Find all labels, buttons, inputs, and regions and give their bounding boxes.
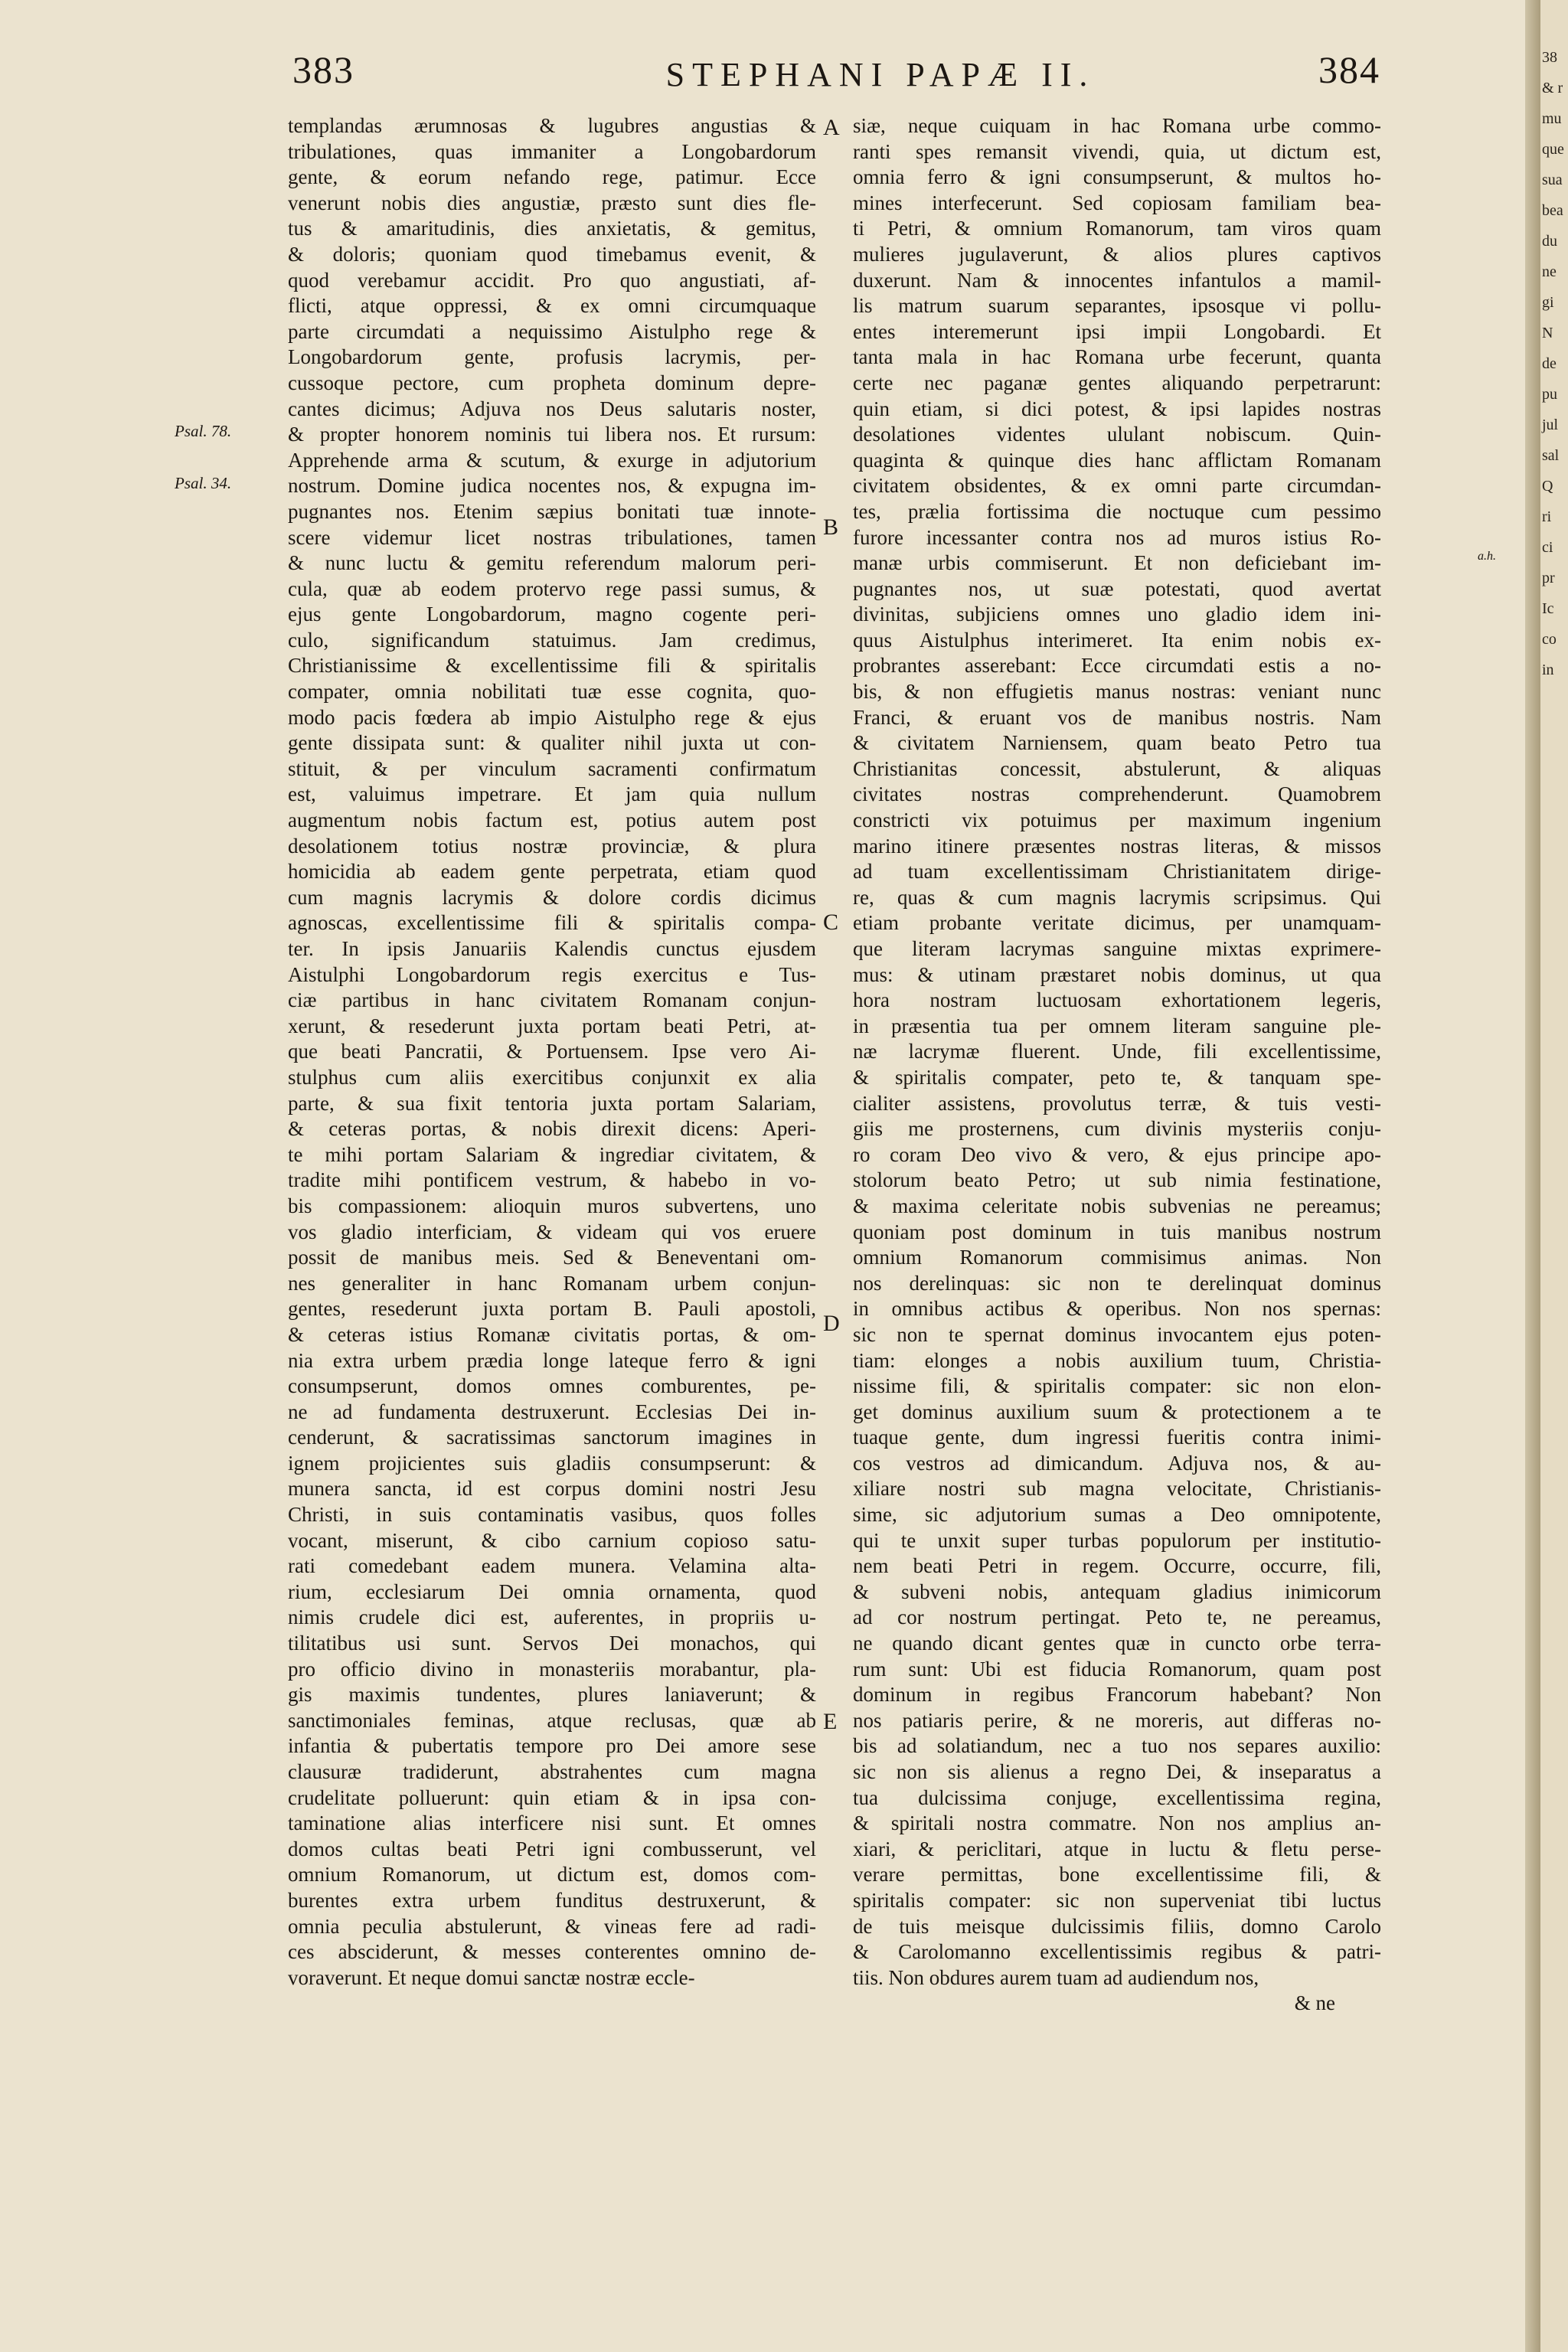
adjacent-page-fragment: que <box>1542 141 1564 158</box>
text-line: Christi, in suis contaminatis vasibus, quos folles <box>288 1503 816 1527</box>
text-line: verare permittas, bone excellentissime fili, & <box>853 1863 1381 1886</box>
text-line: parte, & sua fixit tentoria juxta portam Salariam, <box>288 1091 816 1115</box>
margin-citation-psalm-78: Psal. 78. <box>175 422 232 440</box>
text-line: augmentum nobis factum est, potius autem post <box>288 808 816 832</box>
text-line: agnoscas, excellentissime fili & spiritalis compa- <box>288 911 816 935</box>
text-line: get dominus auxilium suum & protectionem a te <box>853 1400 1381 1423</box>
text-line: ranti spes remansit vivendi, quia, ut dictum est, <box>853 139 1381 163</box>
text-line: ciæ partibus in hanc civitatem Romanam conjun- <box>288 988 816 1012</box>
text-line: cenderunt, & sacratissimas sanctorum imagines in <box>288 1426 816 1449</box>
text-line: pro officio divino in monasteriis morabantur, pla- <box>288 1657 816 1681</box>
text-line: omnia peculia abstulerunt, & vineas fere ad radi- <box>288 1914 816 1938</box>
text-line: possit de manibus meis. Sed & Beneventani om- <box>288 1246 816 1269</box>
adjacent-page-fragment: ri <box>1542 508 1552 525</box>
adjacent-page-fragment: Q <box>1542 478 1553 495</box>
margin-citation-psalm-34: Psal. 34. <box>175 474 232 492</box>
text-line: pugnantes nos. Etenim sæpius bonitati tuæ innote- <box>288 499 816 523</box>
text-line: clausuræ tradiderunt, abstrahentes cum magna <box>288 1760 816 1783</box>
adjacent-page-edge <box>1540 0 1568 2352</box>
adjacent-page-fragment: de <box>1542 355 1557 372</box>
text-line: omnia ferro & igni consumpserunt, & multos ho- <box>853 165 1381 189</box>
adjacent-page-fragment: pu <box>1542 386 1557 403</box>
text-line: te mihi portam Salariam & ingrediar civitatem, & <box>288 1142 816 1166</box>
text-line: Apprehende arma & scutum, & exurge in adjutorium <box>288 448 816 472</box>
text-line: pugnantes nos, ut suæ potestati, quod avertat <box>853 577 1381 600</box>
text-line: tribulationes, quas immaniter a Longobardorum <box>288 139 816 163</box>
text-line: xiliare nostri sub magna velocitate, Christianis- <box>853 1477 1381 1501</box>
text-line: ne ad fundamenta destruxerunt. Ecclesias Dei in- <box>288 1400 816 1423</box>
section-letter-c: C <box>823 910 839 935</box>
text-line: & doloris; quoniam quod timebamus evenit, & <box>288 242 816 266</box>
text-line: xiari, & periclitari, atque in luctu & fletu perse- <box>853 1837 1381 1860</box>
text-line: mulieres jugulaverunt, & alios plures captivos <box>853 242 1381 266</box>
text-line: nes generaliter in hanc Romanam urbem conjun- <box>288 1271 816 1295</box>
adjacent-page-fragment: & r <box>1542 80 1563 96</box>
adjacent-page-fragment: sal <box>1542 447 1560 464</box>
adjacent-page-fragment: in <box>1542 662 1554 678</box>
book-gutter <box>1525 0 1540 2352</box>
text-line: quoniam post dominum in tuis manibus nostrum <box>853 1220 1381 1243</box>
text-line: sime, sic adjutorium sumas a Deo omnipotente, <box>853 1503 1381 1527</box>
text-line: crudelitate polluerunt: quin etiam & in ipsa con- <box>288 1785 816 1809</box>
text-line: omnium Romanorum commisimus animas. Non <box>853 1246 1381 1269</box>
text-line: furore incessanter contra nos ad muros istius Ro- <box>853 525 1381 549</box>
text-line: spiritalis compater: sic non superveniat tibi luctus <box>853 1888 1381 1912</box>
text-line: tes, prælia fortissima die noctuque cum pessimo <box>853 499 1381 523</box>
text-line: Christianissime & excellentissime fili & spiritalis <box>288 654 816 678</box>
text-line: cialiter assistens, provolutus terræ, & tuis vesti- <box>853 1091 1381 1115</box>
section-letter-b: B <box>823 514 839 540</box>
text-column-left <box>288 113 816 1991</box>
section-letter-e: E <box>823 1709 838 1734</box>
text-line: ne quando dicant gentes quæ in cuncto orbe terra- <box>853 1632 1381 1655</box>
adjacent-page-fragment: ne <box>1542 263 1557 280</box>
text-line: quod verebamur accidit. Pro quo angustiati, af- <box>288 268 816 292</box>
text-line: tuaque gente, dum ingressi fueritis contra inimi- <box>853 1426 1381 1449</box>
text-line: tiam: elonges a nobis auxilium tuum, Christia- <box>853 1348 1381 1372</box>
text-line: tilitatibus usi sunt. Servos Dei monachos, qui <box>288 1632 816 1655</box>
text-line: gente, & eorum nefando rege, patimur. Ecce <box>288 165 816 189</box>
text-line: scere videmur licet nostras tribulationes, tamen <box>288 525 816 549</box>
text-line: rium, ecclesiarum Dei omnia ornamenta, quod <box>288 1579 816 1603</box>
text-line: tiis. Non obdures aurem tuam ad audiendum nos, <box>853 1965 1259 1989</box>
text-line: gis maximis tundentes, plures laniaverunt; & <box>288 1683 816 1707</box>
text-line: certe nec paganæ gentes aliquando perpetrarunt: <box>853 371 1381 394</box>
text-line: homicidia ab eadem gente perpetrata, etiam quod <box>288 860 816 884</box>
text-line: Aistulphi Longobardorum regis exercitus e Tus- <box>288 962 816 986</box>
text-line: divinitas, subjiciens omnes uno gladio idem ini- <box>853 603 1381 626</box>
text-line: næ lacrymæ fluerent. Unde, fili excellentissime, <box>853 1040 1381 1063</box>
text-line: modo pacis fœdera ab impio Aistulpho rege & ejus <box>288 705 816 729</box>
text-line: gentes, resederunt juxta portam B. Pauli apostoli, <box>288 1297 816 1321</box>
text-line: marino itinere præsentes nostras literas, & missos <box>853 834 1381 858</box>
catchword: & ne <box>1294 1991 1335 2015</box>
text-line: Franci, & eruant vos de manibus nostris. Nam <box>853 705 1381 729</box>
text-line: que beati Pancratii, & Portuensem. Ipse vero Ai- <box>288 1040 816 1063</box>
text-line: est, valuimus impetrare. Et jam quia nullum <box>288 782 816 806</box>
text-line: stituit, & per vinculum sacramenti confirmatum <box>288 756 816 780</box>
text-line: sic non sis alienus a regno Dei, & inseparatus a <box>853 1760 1381 1783</box>
adjacent-page-fragment: gi <box>1542 294 1554 311</box>
text-line: taminatione alias interficere nisi sunt. Et omnes <box>288 1811 816 1835</box>
text-line: vocant, miserunt, & cibo carnium copioso satu- <box>288 1528 816 1552</box>
text-line: & maxima celeritate nobis subvenias ne pereamus; <box>853 1194 1381 1217</box>
text-line: nos derelinquas: sic non te derelinquat dominus <box>853 1271 1381 1295</box>
text-line: duxerunt. Nam & innocentes infantulos a mamil- <box>853 268 1381 292</box>
page-number-left: 383 <box>292 48 354 91</box>
text-line: civitates nostras comprehenderunt. Quamobrem <box>853 782 1381 806</box>
adjacent-page-fragment: sua <box>1542 172 1563 188</box>
text-line: tanta mala in hac Romana urbe fecerunt, quanta <box>853 345 1381 369</box>
text-line: in omnibus actibus & operibus. Non nos spernas: <box>853 1297 1381 1321</box>
text-line: re, quas & cum magnis lacrymis scripsimus. Qui <box>853 885 1381 909</box>
text-line: siæ, neque cuiquam in hac Romana urbe commo- <box>853 114 1381 137</box>
text-line: lis matrum suarum separantes, ipsosque vi pollu- <box>853 294 1381 318</box>
text-line: stolorum beato Petro; ut sub nimia festinatione, <box>853 1168 1381 1192</box>
adjacent-page-fragment: mu <box>1542 110 1562 127</box>
text-line: cussoque pectore, cum propheta dominum depre- <box>288 371 816 394</box>
text-line: stulphus cum aliis exercitibus conjunxit ex alia <box>288 1065 816 1089</box>
text-line: que literam lacrymas sanguine mixtas exprimere- <box>853 937 1381 960</box>
adjacent-page-fragment: co <box>1542 631 1557 648</box>
adjacent-page-fragment: N <box>1542 325 1553 341</box>
text-line: desolationes videntes ululant nobiscum. Quin- <box>853 423 1381 446</box>
text-line: & civitatem Narniensem, quam beato Petro tua <box>853 731 1381 755</box>
text-line: nostrum. Domine judica nocentes nos, & expugna im- <box>288 474 816 498</box>
text-line: quus Aistulphus interimeret. Ita enim nobis ex- <box>853 628 1381 652</box>
adjacent-page-fragment: pr <box>1542 570 1555 586</box>
text-line: & nunc luctu & gemitu referendum malorum peri- <box>288 551 816 575</box>
text-line: omnium Romanorum, ut dictum est, domos com- <box>288 1863 816 1886</box>
text-line: mines interfecerunt. Sed copiosam familiam bea- <box>853 191 1381 214</box>
text-line: qui te unxit super turbas populorum per institutio- <box>853 1528 1381 1552</box>
text-line: bis ad solatiandum, nec a tuo nos separes auxilio: <box>853 1734 1381 1758</box>
text-line: & ceteras istius Romanæ civitatis portas, & om- <box>288 1322 816 1346</box>
text-line: vos gladio interficiam, & videam qui vos eruere <box>288 1220 816 1243</box>
text-line: cos vestros ad dimicandum. Adjuva nos, & au- <box>853 1451 1381 1475</box>
text-line: dominum in regibus Francorum habebant? Non <box>853 1683 1381 1707</box>
text-line: domos cultas beati Petri igni combusserunt, vel <box>288 1837 816 1860</box>
text-line: gente dissipata sunt: & qualiter nihil juxta ut con- <box>288 731 816 755</box>
text-column-right <box>853 113 1381 2017</box>
section-letter-a: A <box>823 115 840 140</box>
adjacent-page-fragment: bea <box>1542 202 1563 219</box>
text-line: cula, quæ ab eodem protervo rege passi sumus, & <box>288 577 816 600</box>
text-line: nia extra urbem prædia longe lateque ferro & igni <box>288 1348 816 1372</box>
text-line: templandas ærumnosas & lugubres angustias & <box>288 114 816 137</box>
text-line: ro coram Deo vivo & vero, & ejus principe apo- <box>853 1142 1381 1166</box>
text-line: hora nostram luctuosam exhortationem legeris, <box>853 988 1381 1012</box>
text-line: & spiritali nostra commatre. Non nos amplius an- <box>853 1811 1381 1835</box>
text-line: venerunt nobis dies angustiæ, præsto sunt dies fle- <box>288 191 816 214</box>
running-head: STEPHANI PAPÆ II. <box>665 56 1096 93</box>
text-line: & ceteras portas, & nobis direxit dicens: Aperi- <box>288 1117 816 1141</box>
adjacent-page-fragment: ci <box>1542 539 1553 556</box>
text-line: parte circumdati a nequissimo Aistulpho rege & <box>288 319 816 343</box>
text-line: & subveni nobis, antequam gladius inimicorum <box>853 1579 1381 1603</box>
text-line: flicti, atque oppressi, & ex omni circumquaque <box>288 294 816 318</box>
text-line: nimis crudele dici est, auferentes, in propriis u- <box>288 1606 816 1629</box>
text-line: in præsentia tua per omnem literam sanguine ple- <box>853 1014 1381 1037</box>
text-line: ces absciderunt, & messes conterentes omnino de- <box>288 1940 816 1964</box>
text-line: probrantes asserebant: Ecce circumdati estis a no- <box>853 654 1381 678</box>
text-line: culo, significandum statuimus. Jam credimus, <box>288 628 816 652</box>
text-line: giis me prosternens, cum divinis mysteriis conju- <box>853 1117 1381 1141</box>
text-line: xerunt, & resederunt juxta portam beati Petri, at- <box>288 1014 816 1037</box>
text-line: rum sunt: Ubi est fiducia Romanorum, quam post <box>853 1657 1381 1681</box>
text-line: cantes dicimus; Adjuva nos Deus salutaris noster, <box>288 397 816 420</box>
adjacent-page-fragment: jul <box>1542 416 1559 433</box>
text-line: desolationem totius nostræ provinciæ, & plura <box>288 834 816 858</box>
text-line: quaginta & quinque dies hanc afflictam Romanam <box>853 448 1381 472</box>
text-line: quin etiam, si dici potest, & ipsi lapides nostras <box>853 397 1381 420</box>
text-line: ignem projicientes suis gladiis consumpserunt: & <box>288 1451 816 1475</box>
text-line: tus & amaritudinis, dies anxietatis, & gemitus, <box>288 217 816 240</box>
text-line: entes interemerunt ipsi impii Longobardi. Et <box>853 319 1381 343</box>
text-line: Longobardorum gente, profusis lacrymis, per- <box>288 345 816 369</box>
adjacent-page-fragment: du <box>1542 233 1557 250</box>
text-line: consumpserunt, domos omnes comburentes, pe- <box>288 1374 816 1398</box>
text-line: ter. In ipsis Januariis Kalendis cunctus ejusdem <box>288 937 816 960</box>
text-line: infantia & pubertatis tempore pro Dei amore sese <box>288 1734 816 1758</box>
text-line: compater, omnia nobilitati tuæ esse cognita, quo- <box>288 680 816 704</box>
text-line: ad tuam excellentissimam Christianitatem dirige- <box>853 860 1381 884</box>
text-line: & spiritalis compater, peto te, & tanquam spe- <box>853 1065 1381 1089</box>
text-line: & Carolomanno excellentissimis regibus & patri- <box>853 1940 1381 1964</box>
text-line: civitatem obsidentes, & ex omni parte circumdan- <box>853 474 1381 498</box>
text-line: de tuis meisque dulcissimis filiis, domno Carolo <box>853 1914 1381 1938</box>
text-line: bis, & non effugietis manus nostras: veniant nunc <box>853 680 1381 704</box>
text-line: cum magnis lacrymis & dolore cordis dicimus <box>288 885 816 909</box>
text-line: rati comedebant eadem munera. Velamina alta- <box>288 1554 816 1578</box>
text-line: ejus gente Longobardorum, magno cogente peri- <box>288 603 816 626</box>
section-letter-d: D <box>823 1311 840 1336</box>
page-number-right: 384 <box>1318 48 1380 91</box>
text-line: sanctimoniales feminas, atque reclusas, quæ ab <box>288 1708 816 1732</box>
margin-mark: a.h. <box>1478 550 1496 563</box>
text-line: nissime fili, & spiritalis compater: sic non elon- <box>853 1374 1381 1398</box>
text-line: ti Petri, & omnium Romanorum, tam viros quam <box>853 217 1381 240</box>
adjacent-page-fragment: Ic <box>1542 600 1554 617</box>
text-line: burentes extra urbem funditus destruxerunt, & <box>288 1888 816 1912</box>
text-line: sic non te spernat dominus invocantem ejus poten- <box>853 1322 1381 1346</box>
text-line: Christianitas concessit, abstulerunt, & aliquas <box>853 756 1381 780</box>
text-line: etiam probante veritate dicimus, per unamquam- <box>853 911 1381 935</box>
adjacent-page-fragment: 38 <box>1542 49 1557 66</box>
text-line: ad cor nostrum pertingat. Peto te, ne pereamus, <box>853 1606 1381 1629</box>
text-line: constricti vix potuimus per maximum ingenium <box>853 808 1381 832</box>
text-line: munera sancta, id est corpus domini nostri Jesu <box>288 1477 816 1501</box>
text-line: tua dulcissima conjuge, excellentissima regina, <box>853 1785 1381 1809</box>
text-line: bis compassionem: alioquin muros subvertens, uno <box>288 1194 816 1217</box>
text-line: mus: & utinam præstaret nobis dominus, ut qua <box>853 962 1381 986</box>
text-line: nos patiaris perire, & ne moreris, aut differas no- <box>853 1708 1381 1732</box>
text-line: nem beati Petri in regem. Occurre, occurre, fili, <box>853 1554 1381 1578</box>
text-line: voraverunt. Et neque domui sanctæ nostræ eccle- <box>288 1965 695 1989</box>
text-line: & propter honorem nominis tui libera nos. Et rursum: <box>288 423 816 446</box>
text-line: tradite mihi pontificem vestrum, & habebo in vo- <box>288 1168 816 1192</box>
text-line: manæ urbis commiserunt. Et non deficiebant im- <box>853 551 1381 575</box>
